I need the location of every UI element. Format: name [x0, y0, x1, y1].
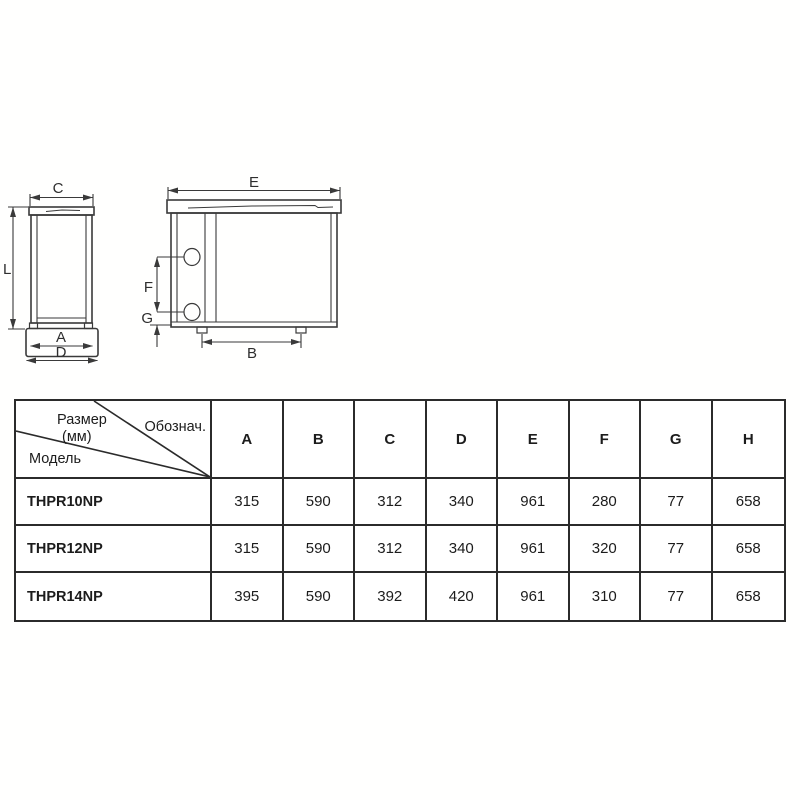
dimensions-table [14, 399, 786, 622]
value-thpr10np-A: 315 [212, 479, 284, 526]
value-thpr10np-B: 590 [284, 479, 356, 526]
front-lid [167, 200, 341, 213]
value-thpr10np-F: 280 [570, 479, 642, 526]
col-header-A: A [212, 401, 284, 479]
value-thpr10np-E: 961 [498, 479, 570, 526]
value-thpr10np-D: 340 [427, 479, 499, 526]
side-foot-left [30, 323, 38, 329]
col-header-H: H [713, 401, 785, 479]
label-F: F [143, 279, 153, 296]
value-thpr12np-C: 312 [355, 526, 427, 573]
value-thpr14np-C: 392 [355, 573, 427, 620]
model-name-thpr14np: THPR14NP [16, 573, 212, 620]
side-view [8, 194, 98, 361]
col-header-B: B [284, 401, 356, 479]
technical-drawing [0, 0, 800, 398]
value-thpr12np-H: 658 [713, 526, 785, 573]
value-thpr12np-G: 77 [641, 526, 713, 573]
value-thpr14np-B: 590 [284, 573, 356, 620]
corner-unit-label: (мм) [62, 429, 92, 445]
label-L: L [3, 261, 12, 278]
value-thpr12np-A: 315 [212, 526, 284, 573]
table-corner-cell [16, 401, 212, 479]
corner-size-label: Размер [57, 412, 107, 428]
value-thpr12np-D: 340 [427, 526, 499, 573]
side-body [31, 215, 92, 323]
value-thpr12np-F: 320 [570, 526, 642, 573]
corner-model-label: Модель [29, 451, 82, 467]
col-header-G: G [641, 401, 713, 479]
col-header-E: E [498, 401, 570, 479]
pipe-hole-upper [184, 249, 200, 266]
front-foot-left [197, 327, 207, 333]
model-name-thpr10np: THPR10NP [16, 479, 212, 526]
label-D: D [55, 344, 67, 361]
value-thpr10np-H: 658 [713, 479, 785, 526]
label-C: C [52, 180, 64, 197]
model-name-thpr12np: THPR12NP [16, 526, 212, 573]
value-thpr10np-G: 77 [641, 479, 713, 526]
col-header-D: D [427, 401, 499, 479]
label-E: E [248, 174, 260, 191]
pipe-hole-lower [184, 304, 200, 321]
side-lid [29, 207, 94, 215]
front-foot-right [296, 327, 306, 333]
drawing-svg [0, 0, 800, 398]
col-header-C: C [355, 401, 427, 479]
front-body [171, 213, 337, 327]
front-view [150, 187, 341, 348]
label-A: A [55, 329, 67, 346]
label-B: B [246, 345, 258, 362]
front-lid-seam [188, 206, 333, 209]
value-thpr14np-A: 395 [212, 573, 284, 620]
value-thpr10np-C: 312 [355, 479, 427, 526]
col-header-F: F [570, 401, 642, 479]
value-thpr14np-E: 961 [498, 573, 570, 620]
value-thpr12np-E: 961 [498, 526, 570, 573]
value-thpr14np-G: 77 [641, 573, 713, 620]
value-thpr12np-B: 590 [284, 526, 356, 573]
dimension-G [150, 325, 172, 347]
value-thpr14np-D: 420 [427, 573, 499, 620]
value-thpr14np-F: 310 [570, 573, 642, 620]
label-G: G [141, 310, 153, 327]
value-thpr14np-H: 658 [735, 588, 761, 605]
side-lid-seam [46, 210, 80, 212]
side-foot-right [85, 323, 93, 329]
corner-designation-label: Обознач. [144, 419, 206, 435]
